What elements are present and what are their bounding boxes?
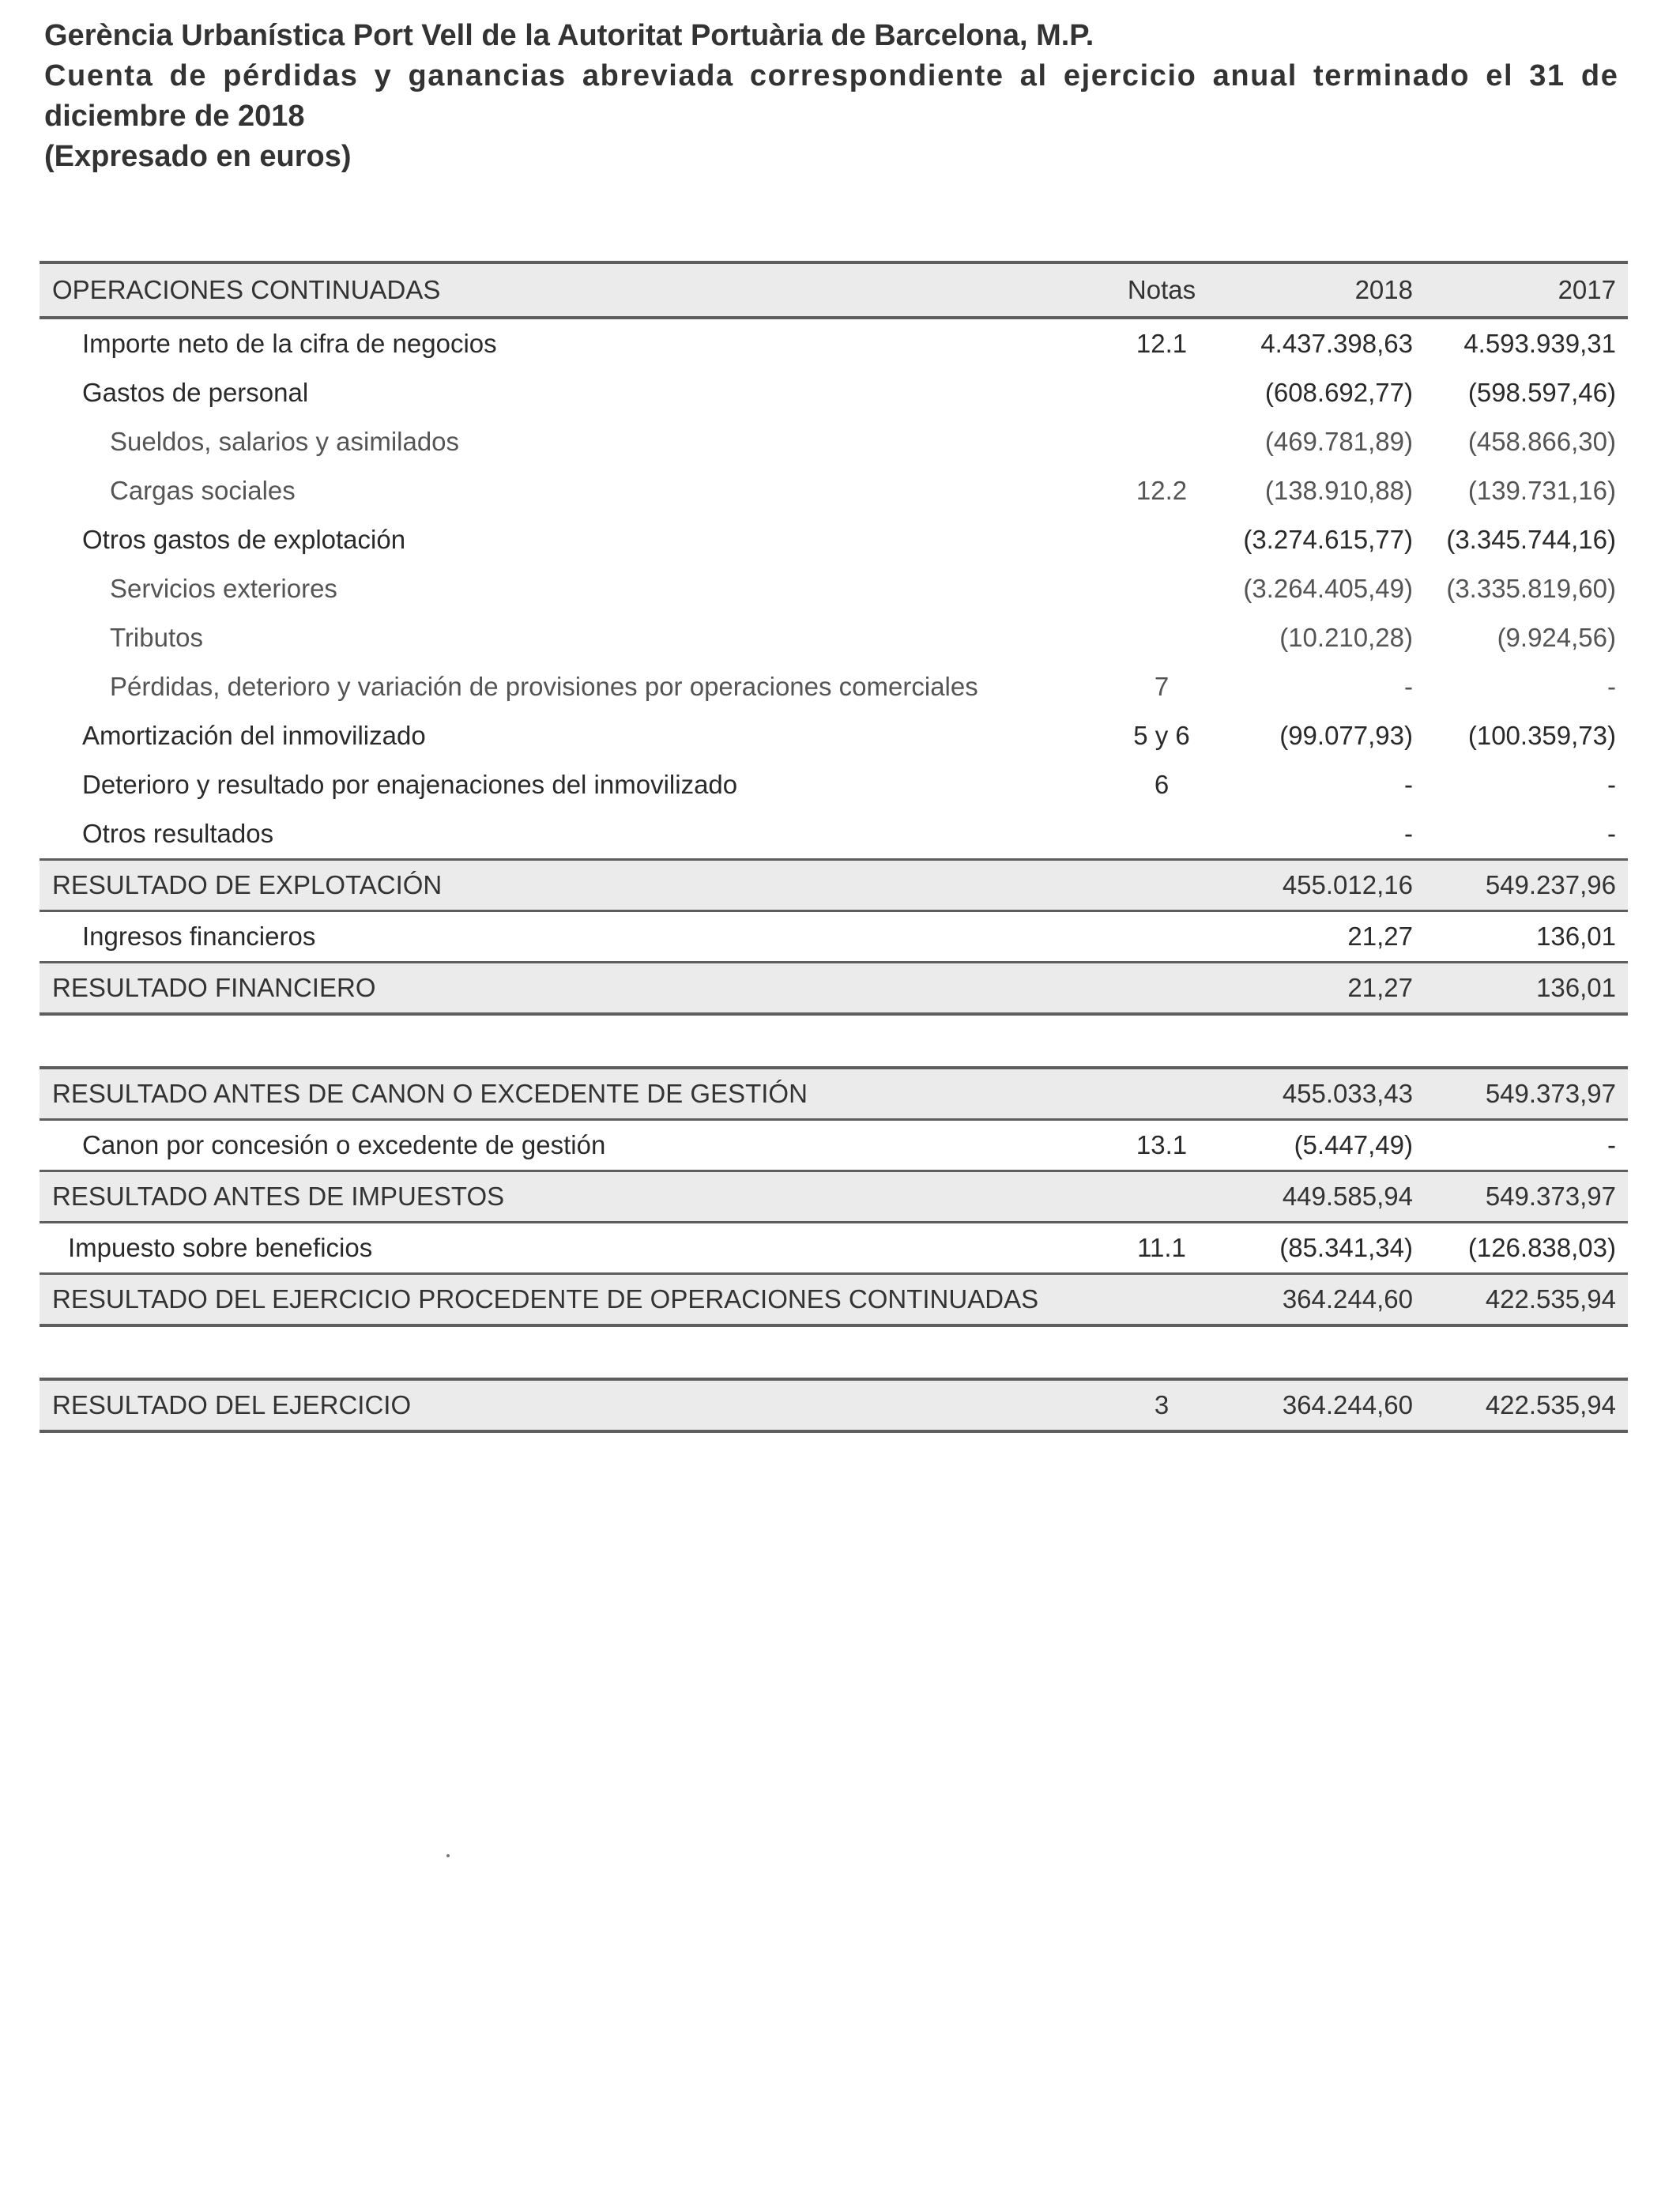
row-label: RESULTADO DE EXPLOTACIÓN bbox=[52, 870, 443, 899]
row-value-2018: 364.244,60 bbox=[1282, 1284, 1413, 1314]
row-label: RESULTADO ANTES DE CANON O EXCEDENTE DE GESTIÓN bbox=[52, 1079, 808, 1108]
row-notes bbox=[1090, 613, 1233, 662]
pre-tax-block bbox=[40, 1066, 1628, 1327]
row-value-2018: (85.341,34) bbox=[1279, 1233, 1413, 1262]
table-row bbox=[40, 466, 1628, 515]
scan-speck bbox=[446, 1854, 450, 1857]
row-value-2018: (5.447,49) bbox=[1294, 1130, 1413, 1159]
row-value-2017: 549.373,97 bbox=[1485, 1182, 1616, 1211]
column-header-2017: 2017 bbox=[1558, 275, 1616, 304]
column-header-notes: Notas bbox=[1127, 275, 1196, 304]
row-value-2017: (3.345.744,16) bbox=[1446, 525, 1616, 554]
row-value-2018: 449.585,94 bbox=[1282, 1182, 1413, 1211]
row-label: Gastos de personal bbox=[82, 378, 309, 407]
row-value-2017: 549.237,96 bbox=[1485, 870, 1616, 899]
row-value-2017: (3.335.819,60) bbox=[1446, 574, 1616, 603]
result-before-taxes-row bbox=[40, 1172, 1628, 1223]
table-row bbox=[40, 760, 1628, 809]
row-value-2017: (126.838,03) bbox=[1467, 1233, 1616, 1262]
row-value-2017: - bbox=[1607, 1130, 1616, 1159]
table-row bbox=[40, 662, 1628, 711]
table-row bbox=[40, 417, 1628, 466]
row-label: Deterioro y resultado por enajenaciones del inmovilizado bbox=[82, 770, 738, 799]
row-label: Cargas sociales bbox=[110, 476, 296, 505]
row-notes bbox=[1090, 564, 1233, 613]
row-value-2017: 549.373,97 bbox=[1485, 1079, 1616, 1108]
row-label: Importe neto de la cifra de negocios bbox=[82, 329, 497, 358]
entity-name: Gerència Urbanística Port Vell de la Autoritat Portuària de Barcelona, M.P. bbox=[44, 19, 1094, 52]
row-value-2017: 422.535,94 bbox=[1485, 1390, 1616, 1419]
column-header-concept: OPERACIONES CONTINUADAS bbox=[52, 275, 441, 304]
continuing-operations-result-row bbox=[40, 1275, 1628, 1324]
row-value-2017: 136,01 bbox=[1536, 922, 1616, 951]
operating-result-row bbox=[40, 861, 1628, 912]
row-notes bbox=[1090, 861, 1233, 910]
statement-title: Cuenta de pérdidas y ganancias abreviada correspondiente al ejercicio anual terminado el 31 de bbox=[44, 59, 1619, 92]
row-label: Ingresos financieros bbox=[82, 922, 316, 951]
table-row bbox=[40, 711, 1628, 760]
row-label: Impuesto sobre beneficios bbox=[68, 1233, 373, 1262]
row-value-2018: - bbox=[1404, 770, 1413, 799]
row-notes: 11.1 bbox=[1137, 1233, 1186, 1262]
year-result-block bbox=[40, 1378, 1628, 1433]
table-row bbox=[40, 564, 1628, 613]
currency-note: (Expresado en euros) bbox=[44, 140, 352, 173]
table-header-row bbox=[40, 264, 1628, 319]
row-value-2018: (99.077,93) bbox=[1279, 721, 1413, 750]
table-row bbox=[40, 613, 1628, 662]
row-notes: 12.2 bbox=[1136, 476, 1188, 505]
row-value-2018: (3.274.615,77) bbox=[1243, 525, 1413, 554]
row-value-2018: 455.033,43 bbox=[1282, 1079, 1413, 1108]
table-row bbox=[40, 809, 1628, 861]
row-notes: 7 bbox=[1154, 672, 1170, 701]
row-label: Otros gastos de explotación bbox=[82, 525, 406, 554]
row-notes bbox=[1090, 417, 1233, 466]
row-value-2017: - bbox=[1607, 819, 1616, 848]
row-notes: 13.1 bbox=[1136, 1130, 1188, 1159]
table-row bbox=[40, 1121, 1628, 1172]
row-value-2018: (608.692,77) bbox=[1264, 378, 1413, 407]
row-notes bbox=[1090, 1172, 1233, 1221]
row-label: RESULTADO ANTES DE IMPUESTOS bbox=[52, 1182, 505, 1211]
row-value-2018: 21,27 bbox=[1347, 973, 1413, 1002]
row-label: RESULTADO DEL EJERCICIO PROCEDENTE DE OPERACIONES CONTINUADAS bbox=[52, 1284, 1039, 1314]
row-value-2017: (100.359,73) bbox=[1467, 721, 1616, 750]
row-value-2017: - bbox=[1607, 770, 1616, 799]
year-result-row bbox=[40, 1381, 1628, 1430]
row-value-2018: (3.264.405,49) bbox=[1243, 574, 1413, 603]
result-before-canon-row bbox=[40, 1069, 1628, 1121]
row-label: Tributos bbox=[110, 623, 203, 652]
operating-block bbox=[40, 261, 1628, 1016]
row-notes bbox=[1090, 963, 1233, 1012]
table-row bbox=[40, 319, 1628, 368]
row-value-2018: - bbox=[1404, 819, 1413, 848]
statement-title-continued: diciembre de 2018 bbox=[44, 100, 305, 133]
row-label: Otros resultados bbox=[82, 819, 274, 848]
row-value-2017: 422.535,94 bbox=[1485, 1284, 1616, 1314]
row-value-2017: (9.924,56) bbox=[1497, 623, 1616, 652]
row-label: Pérdidas, deterioro y variación de provisiones por operaciones comerciales bbox=[110, 672, 978, 701]
financial-result-row bbox=[40, 963, 1628, 1012]
row-value-2018: (138.910,88) bbox=[1264, 476, 1413, 505]
income-statement-table bbox=[40, 261, 1628, 1483]
table-row bbox=[40, 912, 1628, 963]
row-label: Canon por concesión o excedente de gestión bbox=[82, 1130, 606, 1159]
row-value-2017: (458.866,30) bbox=[1467, 427, 1616, 456]
row-value-2018: - bbox=[1404, 672, 1413, 701]
row-label: Sueldos, salarios y asimilados bbox=[110, 427, 460, 456]
row-notes bbox=[1090, 809, 1233, 858]
row-value-2017: 136,01 bbox=[1536, 973, 1616, 1002]
row-notes bbox=[1090, 1069, 1233, 1118]
row-label: Amortización del inmovilizado bbox=[82, 721, 426, 750]
row-value-2018: 21,27 bbox=[1347, 922, 1413, 951]
row-notes bbox=[1090, 368, 1233, 417]
table-row bbox=[40, 368, 1628, 417]
row-value-2018: 455.012,16 bbox=[1282, 870, 1413, 899]
row-label: RESULTADO DEL EJERCICIO bbox=[52, 1390, 412, 1419]
row-label: RESULTADO FINANCIERO bbox=[52, 973, 376, 1002]
row-value-2018: (10.210,28) bbox=[1279, 623, 1413, 652]
row-label: Servicios exteriores bbox=[110, 574, 337, 603]
table-row bbox=[40, 1223, 1628, 1275]
document-header bbox=[44, 16, 1680, 177]
row-value-2017: (598.597,46) bbox=[1467, 378, 1616, 407]
row-value-2017: - bbox=[1607, 672, 1616, 701]
row-notes bbox=[1090, 515, 1233, 564]
row-notes: 12.1 bbox=[1136, 329, 1188, 358]
row-value-2017: 4.593.939,31 bbox=[1463, 329, 1616, 358]
column-header-2018: 2018 bbox=[1354, 275, 1413, 304]
row-notes bbox=[1090, 912, 1233, 961]
row-value-2018: (469.781,89) bbox=[1264, 427, 1413, 456]
row-value-2017: (139.731,16) bbox=[1467, 476, 1616, 505]
row-notes bbox=[1090, 1275, 1233, 1324]
row-value-2018: 364.244,60 bbox=[1282, 1390, 1413, 1419]
row-notes: 5 y 6 bbox=[1133, 721, 1190, 750]
row-value-2018: 4.437.398,63 bbox=[1260, 329, 1413, 358]
row-notes: 3 bbox=[1154, 1390, 1170, 1419]
table-row bbox=[40, 515, 1628, 564]
row-notes: 6 bbox=[1154, 770, 1170, 799]
